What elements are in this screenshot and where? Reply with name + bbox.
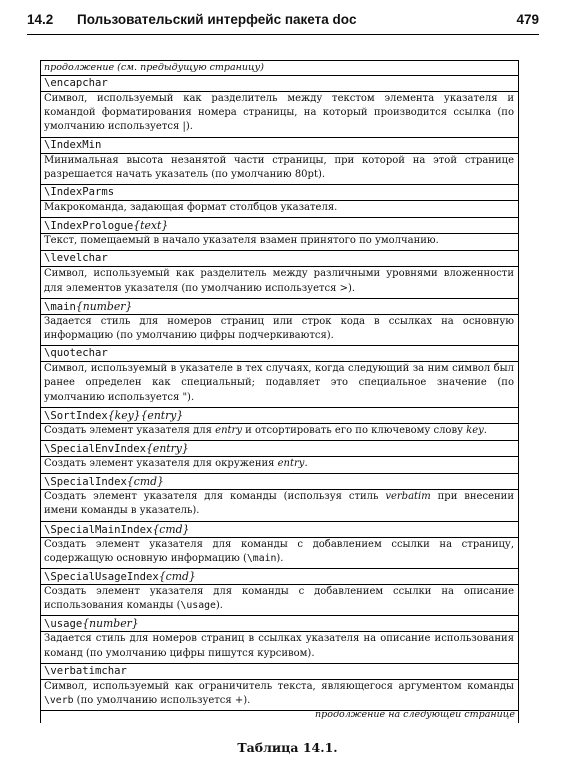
command-description [41, 314, 518, 345]
command-text: \usage [44, 618, 83, 631]
command-argument: {entry} [146, 442, 189, 456]
description-text: Символ, используемый как разделитель между различными уровнями вложенности для элементов указателя (по умолчанию используется >). [44, 268, 514, 294]
command-argument: {number} [75, 299, 133, 313]
command-text: \main [44, 300, 76, 313]
description-text: Задается стиль для номеров страниц или строк кода в ссылках на основную информацию (по умолчанию цифры подчеркиваются). [44, 315, 514, 342]
table-row [41, 299, 518, 346]
continued-from-note: продолжение (см. предыдущую страницу) [44, 62, 264, 73]
command-name [41, 251, 518, 266]
command-name [41, 185, 518, 200]
command-name [41, 346, 518, 361]
command-description [41, 200, 518, 217]
description-text: Макрокоманда, задающая формат столбцов указателя. [44, 202, 338, 214]
command-description [41, 266, 518, 297]
table-row [41, 569, 518, 616]
command-name [41, 474, 518, 489]
description-text: при внесении имени команды в указатель). [44, 491, 514, 517]
table-row [41, 664, 518, 711]
table-row [41, 76, 518, 138]
command-description [41, 489, 518, 520]
command-text: \encapchar [44, 77, 108, 89]
page-number: 479 [516, 12, 539, 27]
command-text: \SpecialMainIndex [44, 523, 153, 536]
table-row [41, 441, 518, 474]
section-title: Пользовательский интерфейс пакета doc [77, 12, 357, 27]
command-description [41, 423, 518, 440]
description-text: ). [276, 552, 284, 564]
command-description [41, 584, 518, 615]
command-argument: {cmd} [152, 522, 190, 536]
command-text: \IndexPrologue [44, 220, 134, 233]
description-emphasis: entry [215, 424, 242, 436]
table-rows [41, 76, 518, 711]
command-description [41, 631, 518, 662]
table-row [41, 346, 518, 408]
description-text: Создать элемент указателя для [44, 424, 216, 436]
command-name [41, 76, 518, 91]
command-description [41, 153, 518, 184]
table-row [41, 138, 518, 185]
command-name [41, 522, 518, 537]
description-text: Задается стиль для номеров страниц в ссылках указателя на описание использования команд (по умолчанию цифры пишутся курсивом). [44, 633, 514, 659]
command-text: \SpecialUsageIndex [44, 571, 159, 584]
table-row [41, 474, 518, 521]
command-text: \SortIndex [44, 409, 108, 422]
description-text: Символ, используемый в указателе в тех случаях, когда следующий за ним символ был ранее определен как специальный; подавляет это специальное значение (по умолчанию используется "). [44, 363, 514, 403]
command-argument: {key} [107, 408, 141, 422]
description-text: и отсортировать его по ключевому слову [241, 424, 467, 436]
command-text: \quotechar [44, 347, 108, 360]
command-description [41, 537, 518, 568]
description-text: Минимальная высота незанятой части страницы, при которой на этой странице разрешается начать указатель (по умолчанию 80pt). [44, 154, 514, 180]
description-emphasis: verbatim [385, 491, 431, 503]
description-text: Создать элемент указателя для команды с добавлением ссылки на страницу, содержащую основную информацию ( [44, 538, 514, 564]
table-caption: Таблица 14.1. [237, 740, 338, 755]
command-argument: {cmd} [126, 475, 164, 489]
command-text: \SpecialEnvIndex [44, 443, 147, 456]
description-text: . [483, 424, 487, 436]
description-text: Создать элемент указателя для окружения [44, 458, 278, 470]
table-row [41, 522, 518, 569]
table-row [41, 185, 518, 218]
description-code: \usage [180, 600, 216, 612]
description-text: Создать элемент указателя для команды с добавлением ссылки на описание использования команды ( [44, 586, 514, 612]
description-emphasis: entry [277, 458, 305, 470]
table-row [41, 251, 518, 298]
description-code: \main [246, 552, 277, 564]
command-description [41, 679, 518, 710]
description-text: (по умолчанию используется +). [73, 695, 251, 707]
description-emphasis: key [466, 424, 484, 436]
command-text: \verbatimchar [44, 664, 127, 677]
command-name [41, 138, 518, 153]
table-row [41, 218, 518, 251]
table-row [41, 616, 518, 663]
command-name [41, 408, 518, 423]
description-text: Создать элемент указателя для команды (используя стиль [44, 491, 386, 503]
command-text: \IndexParms [44, 186, 115, 199]
description-text: Символ, используемый как ограничитель текста, являющегося аргументом команды [44, 680, 514, 692]
command-name [41, 218, 518, 233]
command-name [41, 299, 518, 314]
command-name [41, 664, 518, 679]
command-name [41, 616, 518, 631]
header-rule [27, 34, 539, 35]
description-text: Символ, используемый как разделитель между текстом элемента указателя и командой форматирования номера страницы, на который производится ссылка (по умолчанию используется |). [44, 93, 514, 133]
command-argument: {entry} [140, 408, 184, 422]
command-description [41, 361, 518, 407]
command-name [41, 569, 518, 584]
command-description [41, 91, 518, 137]
running-header [27, 12, 539, 32]
command-table [40, 60, 519, 723]
description-code: \verb [44, 695, 74, 707]
section-number: 14.2 [27, 12, 54, 27]
command-argument: {cmd} [158, 570, 196, 584]
continued-to-note: продолжение на следующей странице [315, 709, 515, 720]
description-text: Текст, помещаемый в начало указателя взамен принятого по умолчанию. [44, 235, 439, 247]
command-argument: {text} [133, 219, 169, 233]
command-description [41, 233, 518, 250]
command-name [41, 441, 518, 456]
command-description [41, 456, 518, 473]
command-text: \IndexMin [44, 138, 102, 151]
description-text: . [304, 458, 308, 470]
command-text: \levelchar [44, 252, 108, 265]
command-text: \SpecialIndex [44, 476, 127, 489]
description-text: ). [215, 600, 223, 612]
table-row [41, 408, 518, 441]
command-argument: {number} [82, 617, 139, 631]
